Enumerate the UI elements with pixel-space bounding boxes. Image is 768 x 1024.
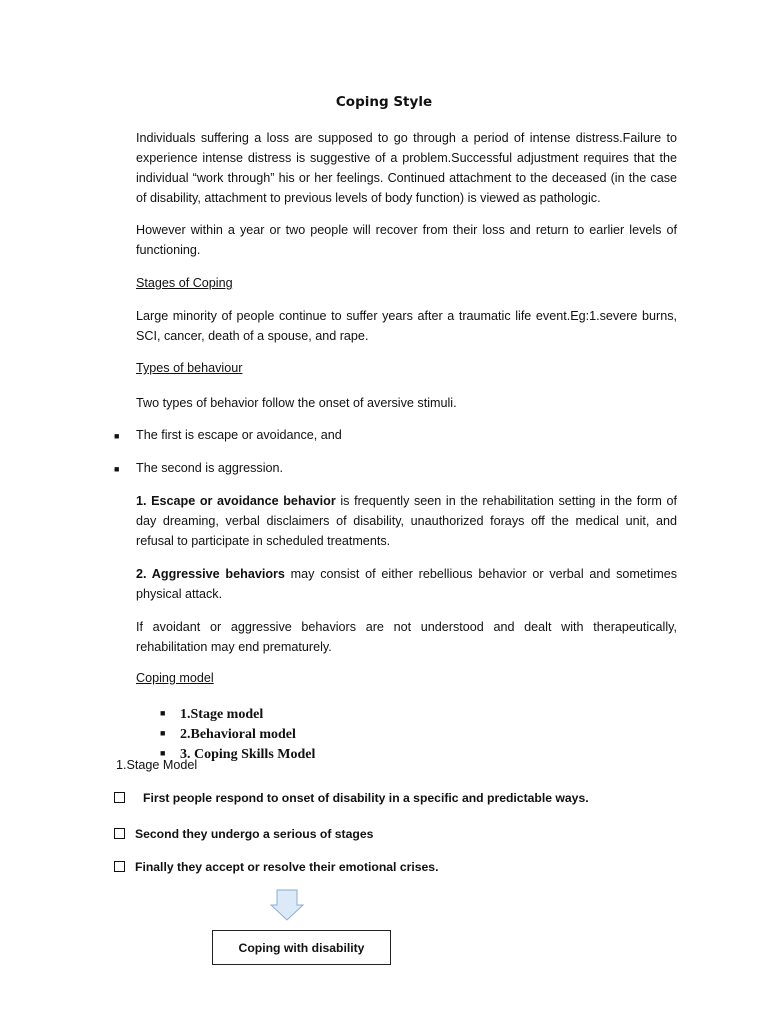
box-label: Coping with disability — [238, 940, 365, 955]
stage-model-heading: 1.Stage Model — [116, 758, 198, 772]
list-item: ■ 2.Behavioral model — [160, 724, 315, 744]
if-paragraph: If avoidant or aggressive behaviors are not understood and dealt with therapeutically, rehabilitation may end prematurely. — [136, 620, 677, 654]
bullet-icon: ■ — [160, 708, 166, 718]
checkbox-icon — [114, 828, 125, 839]
stages-paragraph: Large minority of people continue to suffer years after a traumatic life event.Eg:1.severe burns, SCI, cancer, death of a spouse, and rape. — [136, 309, 677, 343]
aggressive-paragraph — [136, 564, 677, 604]
intro-paragraph: Individuals suffering a loss are supposed to go through a period of intense distress.Failure to experience intense distress is suggestive of a problem.Successful adjustment requires that the individual “work through” his or her feelings. Continued attachment to the deceased (in the case of disability, attachment to previous levels of body function) is viewed as pathologic. — [136, 131, 677, 205]
checkbox-icon — [114, 861, 125, 872]
recovery-paragraph: However within a year or two people will recover from their loss and return to earlier levels of functioning. — [136, 223, 677, 257]
aggressive-text: may consist of either rebellious behavior or verbal and sometimes physical attack. — [136, 567, 678, 601]
types-intro: Two types of behavior follow the onset of aversive stimuli. — [136, 396, 457, 410]
aggressive-label: 2. Aggressive behaviors — [136, 567, 285, 581]
list-item: ■ The second is aggression. — [114, 458, 283, 479]
escape-text: is frequently seen in the rehabilitation setting in the form of day dreaming, verbal disclaimers of disability, unauthorized forays off the medical unit, and refusal to participate in scheduled treatments. — [136, 494, 678, 548]
list-item: ■ The first is escape or avoidance, and — [114, 425, 342, 446]
bullet-icon: ■ — [160, 748, 166, 758]
checklist-item: First people respond to onset of disability in a specific and predictable ways. — [114, 791, 589, 805]
coping-model-heading: Coping model — [136, 671, 214, 685]
checkbox-icon — [114, 792, 125, 803]
stages-heading: Stages of Coping — [136, 276, 233, 290]
down-arrow-icon — [270, 889, 304, 921]
escape-label: 1. Escape or avoidance behavior — [136, 494, 336, 508]
bullet-icon: ■ — [114, 464, 120, 474]
bullet-icon: ■ — [160, 728, 166, 738]
model-list — [160, 704, 315, 764]
checklist-item: Second they undergo a serious of stages — [114, 827, 373, 841]
coping-with-disability-box — [212, 930, 391, 965]
list-item: ■ 1.Stage model — [160, 704, 315, 724]
checklist-item: Finally they accept or resolve their emotional crises. — [114, 860, 438, 874]
escape-paragraph — [136, 491, 677, 551]
bullet-icon: ■ — [114, 431, 120, 441]
page-title: Coping Style — [335, 94, 433, 110]
list-item: ■ 3. Coping Skills Model — [160, 744, 315, 764]
types-heading: Types of behaviour — [136, 361, 243, 375]
